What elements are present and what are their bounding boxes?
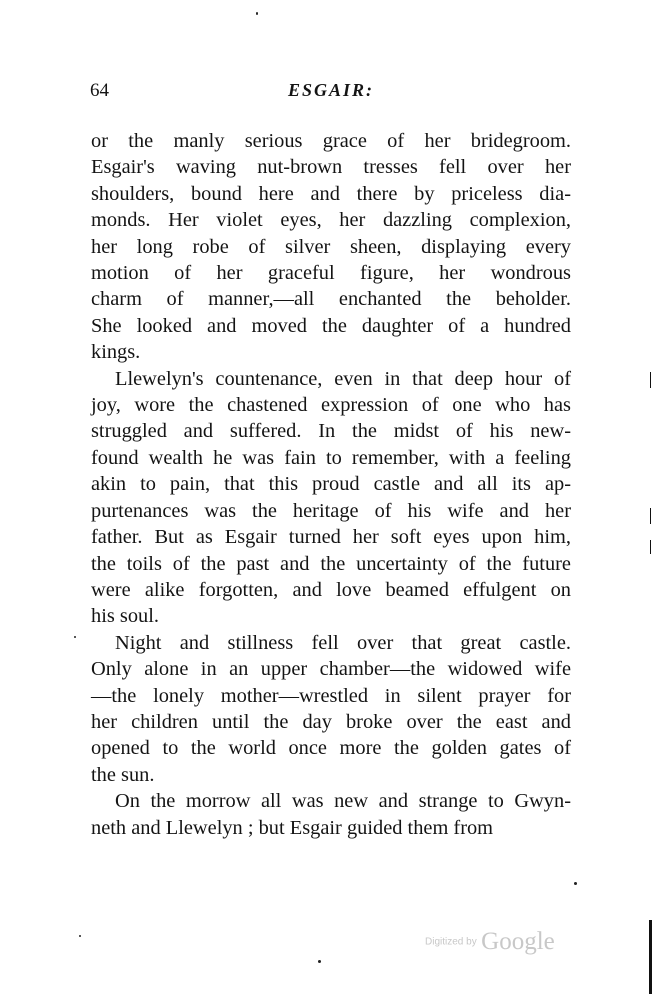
running-title: ESGAIR: (287, 80, 375, 100)
text-line: joy, wore the chastened expression of one who has (91, 394, 571, 417)
text-line: the toils of the past and the uncertainty of the future (91, 552, 571, 575)
text-line: her children until the day broke over the east and (91, 710, 571, 733)
text-line: found wealth he was fain to remember, with a feeling (91, 446, 571, 469)
scan-edge-mark (650, 372, 651, 388)
text-line: were alike forgotten, and love beamed effulgent on (91, 578, 571, 601)
text-line: or the manly serious grace of her bridegroom. (91, 130, 571, 152)
text-line: Only alone in an upper chamber—the widowed wife (91, 658, 571, 681)
body-text (91, 128, 571, 841)
paragraph (91, 630, 571, 788)
text-line: opened to the world once more the golden gates of (91, 737, 571, 760)
text-line: Llewelyn's countenance, even in that deep hour of (115, 367, 571, 390)
page-number: 64 (90, 80, 109, 101)
text-line: motion of her graceful figure, her wondrous (91, 262, 571, 285)
text-line: On the morrow all was new and strange to Gwyn- (115, 790, 571, 813)
scan-edge-mark (649, 920, 652, 994)
text-line: his soul. (91, 605, 159, 628)
text-line: Esgair's waving nut-brown tresses fell over her (91, 156, 571, 179)
scan-speck (574, 882, 577, 885)
scan-edge-mark (650, 508, 651, 524)
text-line: She looked and moved the daughter of a hundred (91, 314, 571, 337)
text-line: struggled and suffered. In the midst of his new- (91, 420, 571, 443)
text-line: —the lonely mother—wrestled in silent prayer for (91, 684, 571, 707)
scan-edge-mark (650, 540, 651, 554)
text-line: the sun. (91, 763, 155, 786)
watermark-prefix: Digitized by (425, 936, 477, 948)
page-header (90, 80, 572, 106)
text-line: shoulders, bound here and there by priceless dia- (91, 182, 571, 205)
digitized-by-google-watermark (425, 928, 555, 956)
scan-speck (79, 935, 81, 937)
paragraph (91, 128, 571, 366)
text-line: monds. Her violet eyes, her dazzling complexion, (91, 209, 571, 232)
text-line: purtenances was the heritage of his wife and her (91, 499, 571, 522)
paragraph (91, 788, 571, 841)
scan-speck (318, 960, 321, 963)
text-line: neth and Llewelyn ; but Esgair guided them from (91, 816, 494, 839)
text-line: her long robe of silver sheen, displaying every (91, 235, 571, 258)
text-line: charm of manner,—all enchanted the beholder. (91, 288, 571, 311)
paragraph (91, 366, 571, 630)
text-line: father. But as Esgair turned her soft eyes upon him, (91, 526, 571, 549)
text-line: Night and stillness fell over that great castle. (115, 631, 571, 654)
text-line: kings. (91, 341, 141, 364)
text-line: akin to pain, that this proud castle and all its ap- (91, 473, 571, 496)
scan-speck (74, 636, 76, 638)
scan-speck (256, 12, 258, 15)
watermark-brand: Google (481, 928, 555, 955)
